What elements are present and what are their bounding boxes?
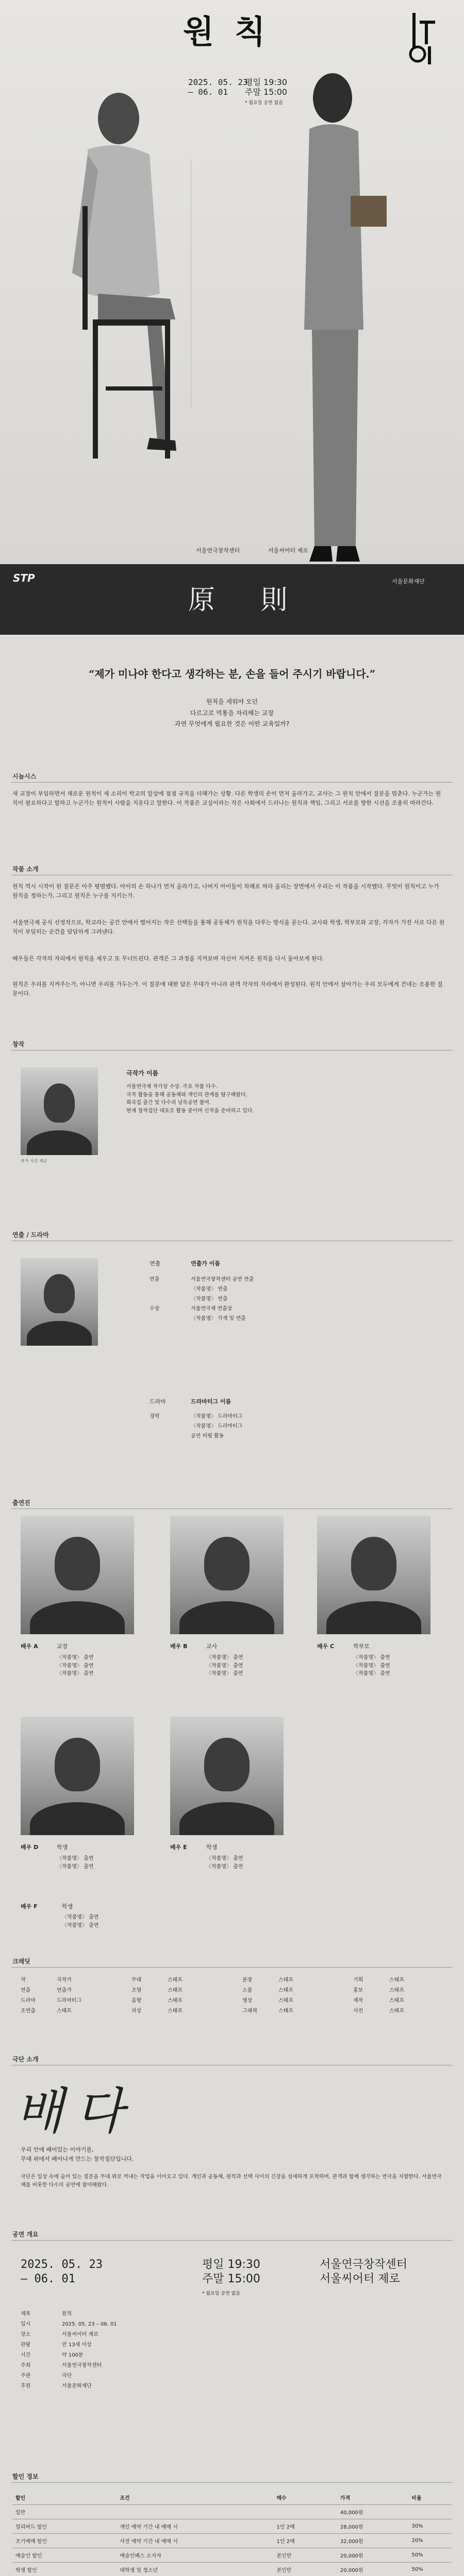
staff-name: 연출가: [57, 1988, 72, 1993]
staff-row: [21, 1975, 124, 1986]
intro-label: 작품 소개: [12, 866, 39, 873]
ticket-cell: 28,000원: [337, 2519, 408, 2534]
cast-lines: [206, 1855, 289, 1871]
info-value: 서울씨어터 제로: [62, 2332, 98, 2337]
cast-extra-name: 배우 F: [21, 1903, 38, 1910]
company-body: 극단은 일상 속에 숨어 있는 질문을 무대 위로 꺼내는 작업을 이어오고 있다. 개인과 공동체, 원칙과 선택 사이의 긴장을 섬세하게 포착하며, 관객과 함께 생각하는 연극을 지향한다. 서울연극제를 비롯한 다수의 공연에 참여해왔다.: [21, 2174, 442, 2188]
staff-role: 의상: [131, 2008, 142, 2014]
intro-p2: 서울연극제 공식 선정작으로, 학교라는 공간 안에서 벌어지는 작은 선택들을 통해 공동체가 원칙을 다루는 방식을 묻는다. 교사와 학생, 학부모와 교장, 각자가 가진 서로 다른 원칙이 부딪히는 순간을 담담하게 그려낸다.: [12, 919, 445, 935]
quote-sub: 원칙을 세워야 오던 다르고로 먹통을 자리해는 교장 과연 무엇에게 필요한 것은 어떤 교육일까?: [174, 698, 290, 728]
cast-line: 〈작품명〉 출연: [353, 1671, 390, 1676]
info-key: 주관: [21, 2373, 31, 2379]
info-row: [21, 2361, 117, 2371]
history-key: 경력: [150, 1414, 160, 1419]
cast-line: 〈작품명〉 출연: [57, 1863, 94, 1870]
staff-column: [131, 1975, 235, 2016]
staff-name: 드라마터그: [57, 1998, 82, 2004]
cast-line: 〈작품명〉 출연: [57, 1671, 94, 1676]
ticket-cell: 20,000원: [337, 2563, 408, 2576]
staff-row: [131, 1996, 235, 2006]
history-value: 〈작품명〉 각색 및 연출: [191, 1316, 246, 1321]
history-key: [150, 1431, 191, 1441]
staff-role: 기획: [353, 1977, 363, 1983]
history-row: [150, 1412, 443, 1421]
staff-row: [131, 1986, 235, 1996]
director-section: [0, 1227, 464, 1495]
info-key: 주최: [21, 2363, 31, 2368]
history-key: [150, 1421, 191, 1431]
cast-name: 배우 E: [170, 1844, 187, 1851]
ticket-cell: 학생 할인: [12, 2563, 117, 2576]
staff-name: 스태프: [389, 1988, 404, 1993]
staff-name: 스태프: [168, 1998, 183, 2004]
staff-role: 소품: [242, 1988, 253, 1993]
staff-role: 연출: [21, 1988, 31, 1993]
standing-figure-illustration: [273, 41, 402, 582]
staff-column: [353, 1975, 456, 2016]
info-row: [21, 2309, 117, 2319]
poster-venue: 서울씨어터 제로: [268, 547, 308, 554]
cast-role: 학생: [206, 1844, 218, 1851]
cast-photo: [21, 1516, 134, 1634]
cast-line: 〈작품명〉 출연: [353, 1663, 390, 1669]
quote-text: “제가 미나야 한다고 생각하는 분, 손을 들어 주시기 바랍니다.”: [88, 668, 376, 680]
ticket-cell: 1인 2매: [273, 2519, 337, 2534]
cast-line: 〈작품명〉 출연: [206, 1655, 243, 1660]
history-row: [150, 1314, 443, 1324]
poster-producer: 서울연극창작센터: [196, 547, 240, 554]
staff-row: [21, 1986, 124, 1996]
company-logo: 배다: [15, 2082, 136, 2140]
dramaturg-role: 드라마: [150, 1398, 166, 1405]
ticket-cell: 개인 예약 기간 내 예매 시: [117, 2519, 273, 2534]
poster-times: 평일 19:30 주말 15:00: [245, 77, 288, 97]
info-row: [21, 2371, 117, 2381]
ticket-row: [12, 2563, 452, 2576]
history-key: [150, 1294, 191, 1304]
cast-name: 배우 A: [21, 1643, 38, 1650]
cast-line: 〈작품명〉 출연: [57, 1655, 94, 1660]
history-key: 수상: [150, 1306, 160, 1312]
ticket-cell: [117, 2505, 273, 2519]
ticket-cell: 40,000원: [337, 2505, 408, 2519]
writer-bio: 서울연극제 작가상 수상. 주요 작품 다수. 극작 활동을 통해 공동체와 개인의 관계를 탐구해왔다. 희곡집 출간 및 다수의 낭독공연 참여. 현재 창작집단 대표로 활동 중이며 신작을 준비하고 있다.: [126, 1084, 254, 1114]
writer-photo: [21, 1067, 98, 1155]
staff-row: [21, 1996, 124, 2006]
staff-label: 크레딧: [12, 1958, 30, 1965]
staff-name: 스태프: [278, 1988, 293, 1993]
staff-row: [242, 2006, 345, 2016]
staff-name: 스태프: [168, 1977, 183, 1983]
ticket-cell: 사전 예약 기간 내 예매 시: [117, 2534, 273, 2548]
ticket-cell: 1인 2매: [273, 2534, 337, 2548]
staff-column: [242, 1975, 345, 2016]
intro-section: [0, 861, 464, 1037]
staff-column: [21, 1975, 124, 2016]
synopsis-section: [0, 769, 464, 861]
staff-name: 스태프: [168, 2008, 183, 2014]
staff-name: 스태프: [389, 1998, 404, 2004]
info-value: 2025. 05. 23 – 06. 01: [62, 2321, 117, 2327]
ticket-cell: 50%: [408, 2563, 452, 2576]
cast-label: 출연진: [12, 1499, 30, 1506]
ticket-header-cell: 매수: [273, 2490, 337, 2505]
staff-row: [353, 1986, 456, 1996]
company-intro: 우리 안에 배어있는 이야기를, 무대 위에서 배어나게 만드는 창작집단입니다.: [21, 2146, 134, 2162]
staff-section: [0, 1954, 464, 2052]
staff-name: 극작가: [57, 1977, 72, 1983]
ticket-cell: 얼리버드 할인: [12, 2519, 117, 2534]
info-row: [21, 2381, 117, 2392]
ticket-header-cell: 비율: [408, 2490, 452, 2505]
cast-section: [0, 1495, 464, 1954]
staff-row: [131, 2006, 235, 2016]
company-label: 극단 소개: [12, 2056, 39, 2063]
ticket-cell: 32,000원: [337, 2534, 408, 2548]
history-value: 〈작품명〉 연출: [191, 1296, 228, 1302]
info-key: 장소: [21, 2332, 31, 2337]
info-value: 극단: [62, 2373, 72, 2379]
info-row: [21, 2340, 117, 2350]
staff-role: 사진: [353, 2008, 363, 2014]
info-dates: 2025. 05. 23 – 06. 01: [21, 2258, 103, 2285]
info-label: 공연 개요: [12, 2231, 39, 2238]
history-row: [150, 1431, 443, 1441]
info-key: 후원: [21, 2383, 31, 2389]
cast-name: 배우 B: [170, 1643, 188, 1650]
ticket-row: [12, 2548, 452, 2563]
staff-name: 스태프: [389, 2008, 404, 2014]
info-row: [21, 2330, 117, 2340]
staff-name: 스태프: [278, 2008, 293, 2014]
cast-role: 학부모: [353, 1643, 370, 1650]
ticket-cell: 대학생 및 청소년: [117, 2563, 273, 2576]
staff-row: [242, 1996, 345, 2006]
quote-section: [0, 635, 464, 769]
writer-section: [0, 1037, 464, 1227]
ticket-cell: [408, 2505, 452, 2519]
ticket-cell: 20,000원: [337, 2548, 408, 2563]
history-row: [150, 1294, 443, 1304]
cast-role: 교사: [206, 1643, 218, 1650]
ticket-row: [12, 2534, 452, 2548]
cast-lines: [353, 1654, 436, 1678]
ticket-cell: 예술인 할인: [12, 2548, 117, 2563]
cast-line: 〈작품명〉 출연: [206, 1663, 243, 1669]
poster-title: 원칙: [183, 13, 286, 50]
ticket-cell: 20%: [408, 2534, 452, 2548]
poster-hanja-title: 原 則: [188, 585, 306, 616]
director-history: [150, 1275, 443, 1324]
staff-row: [353, 1975, 456, 1986]
writer-name: 극작가 이름: [126, 1070, 159, 1077]
cast-line: 〈작품명〉 출연: [206, 1863, 243, 1870]
director-role: 연출: [150, 1260, 161, 1267]
cast-lines: [206, 1654, 289, 1678]
staff-name: 스태프: [57, 2008, 72, 2014]
ticket-cell: 예술인패스 소지자: [117, 2548, 273, 2563]
staff-role: 드라마: [21, 1998, 36, 2004]
info-key: 관람: [21, 2342, 31, 2348]
synopsis-label: 시놉시스: [12, 773, 37, 780]
staff-name: 스태프: [278, 1998, 293, 2004]
ticket-header-cell: 조건: [117, 2490, 273, 2505]
info-row: [21, 2319, 117, 2330]
staff-role: 제작: [353, 1998, 363, 2004]
history-value: 〈작품명〉 연출: [191, 1286, 228, 1292]
cast-line: 〈작품명〉 출연: [57, 1663, 94, 1669]
info-value: 서울문화재단: [62, 2383, 92, 2389]
cast-photo: [170, 1717, 284, 1835]
stp-logo: STP: [13, 572, 35, 584]
ticket-cell: 30%: [408, 2519, 452, 2534]
ticket-header-row: [12, 2490, 452, 2505]
company-section: [0, 2052, 464, 2227]
cast-extra-role: 학생: [62, 1903, 73, 1910]
staff-role: 무대: [131, 1977, 142, 1983]
dramaturg-name: 드라마터그 이름: [191, 1398, 231, 1405]
staff-name: 스태프: [389, 1977, 404, 1983]
director-photo: [21, 1258, 98, 1346]
ticket-header-cell: 할인: [12, 2490, 117, 2505]
poster-dates: 2025. 05. 23 – 06. 01: [188, 77, 248, 97]
history-key: [150, 1284, 191, 1294]
history-key: [150, 1314, 191, 1324]
cast-lines: [57, 1654, 139, 1678]
cast-name: 배우 D: [21, 1844, 39, 1851]
staff-row: [21, 2006, 124, 2016]
history-value: 〈작품명〉 드라마터그: [191, 1423, 243, 1429]
seated-figure-illustration: [41, 77, 196, 572]
staff-row: [353, 2006, 456, 2016]
staff-role: 분장: [242, 1977, 253, 1983]
ticket-row: [12, 2505, 452, 2519]
cast-role: 학생: [57, 1844, 68, 1851]
cast-lines: [57, 1855, 139, 1871]
staff-role: 음향: [131, 1998, 142, 2004]
cast-role: 교장: [57, 1643, 68, 1650]
info-times: 평일 19:30 주말 15:00: [202, 2258, 260, 2285]
info-section: [0, 2227, 464, 2469]
cast-line: 〈작품명〉 출연: [62, 1914, 99, 1920]
info-value: 원칙: [62, 2311, 72, 2317]
dramaturg-history: [150, 1412, 443, 1441]
poster-section: [0, 0, 464, 635]
ticket-header-cell: 가격: [337, 2490, 408, 2505]
info-key: 일시: [21, 2321, 31, 2327]
staff-role: 조연출: [21, 2008, 36, 2014]
info-key: 시간: [21, 2352, 31, 2358]
staff-row: [353, 1996, 456, 2006]
ticket-cell: [273, 2505, 337, 2519]
cast-photo: [21, 1717, 134, 1835]
ticket-row: [12, 2519, 452, 2534]
history-row: [150, 1275, 443, 1284]
info-key: 제목: [21, 2311, 31, 2317]
info-value: 서울연극창작센터: [62, 2363, 102, 2368]
cast-extra-lines: [62, 1913, 98, 1929]
history-value: 공연 비평 활동: [191, 1433, 224, 1439]
cast-photo: [170, 1516, 284, 1634]
info-venue: 서울연극창작센터 서울씨어터 제로: [320, 2258, 408, 2285]
ticket-table: [12, 2490, 452, 2576]
ticket-cell: 50%: [408, 2548, 452, 2563]
cast-line: 〈작품명〉 출연: [62, 1922, 99, 1928]
info-rows: [21, 2309, 117, 2392]
ticket-cell: 본인만: [273, 2563, 337, 2576]
history-value: 서울연극창작센터 공연 연출: [191, 1277, 254, 1282]
tickets-label: 할인 정보: [12, 2473, 39, 2480]
staff-row: [242, 1975, 345, 1986]
director-label: 연출 / 드라마: [12, 1231, 49, 1239]
cast-line: 〈작품명〉 출연: [206, 1856, 243, 1861]
staff-row: [242, 1986, 345, 1996]
tickets-section: [0, 2469, 464, 2576]
ticket-cell: 일반: [12, 2505, 117, 2519]
intro-p4: 원칙은 우리를 지켜주는가, 아니면 우리를 가두는가. 이 질문에 대한 답은 무대가 아니라 관객 각자의 자리에서 완성된다. 원칙 안에서 살아가는 우리 모두에게 건네는 조용한 질문이다.: [12, 981, 443, 997]
staff-row: [131, 1975, 235, 1986]
writer-photo-caption: 작가 사진 제공: [21, 1159, 47, 1163]
history-row: [150, 1284, 443, 1294]
writer-label: 창작: [12, 1041, 25, 1048]
cast-line: 〈작품명〉 출연: [57, 1856, 94, 1861]
info-note: * 월요일 공연 없음: [202, 2291, 240, 2296]
history-value: 〈작품명〉 드라마터그: [191, 1414, 243, 1419]
staff-role: 조명: [131, 1988, 142, 1993]
poster-time-note: * 월요일 공연 없음: [245, 100, 283, 106]
history-key: 연출: [150, 1277, 160, 1282]
staff-role: 작: [21, 1977, 26, 1983]
intro-p1: 원칙 역시 시작이 된 질문은 아주 평범했다. 아이의 손 하나가 먼저 올라가고, 나머지 아이들이 차례로 따라 올리는 장면에서 우리는 이 작품을 시작했다. 무엇이 원칙이고 누가 원칙을 정하는가, 그리고 원칙은 누구를 지키는가.: [12, 883, 439, 899]
staff-role: 홍보: [353, 1988, 363, 1993]
poster-credits: [191, 160, 284, 407]
cast-line: 〈작품명〉 출연: [206, 1671, 243, 1676]
history-row: [150, 1421, 443, 1431]
cast-line: 〈작품명〉 출연: [353, 1655, 390, 1660]
staff-role: 영상: [242, 1998, 253, 2004]
director-name: 연출가 이름: [191, 1260, 220, 1267]
synopsis-text: 새 교장이 부임하면서 새로운 원칙이 세 소리이 학교의 일상에 점점 규칙을 더해가는 상황. 다른 학생의 손이 먼저 올라가고, 교사는 그 원칙 안에서 질문을 멈춘다. 누군가는 원칙이 필요하다고 말하고 누군가는 원칙이 사람을 지운다고 말한다. 이 작품은 교실이라는 작은 사회에서 드러나는 원칙과 책임, 그리고 서로를 향한 시선을 조용히 따라간다.: [12, 790, 441, 806]
staff-name: 스태프: [278, 1977, 293, 1983]
staff-name: 스태프: [168, 1988, 183, 1993]
info-value: 약 100분: [62, 2352, 84, 2358]
intro-p3: 배우들은 각자의 자리에서 원칙을 세우고 또 무너뜨린다. 관객은 그 과정을 지켜보며 자신이 지켜온 원칙을 다시 돌아보게 된다.: [12, 955, 324, 962]
info-row: [21, 2350, 117, 2361]
cast-name: 배우 C: [317, 1643, 335, 1650]
seoul-theater-festival-logo: [402, 10, 443, 67]
ticket-cell: 본인만: [273, 2548, 337, 2563]
staff-role: 그래픽: [242, 2008, 257, 2014]
seoul-foundation-logo: 서울문화재단: [392, 578, 425, 585]
info-value: 만 13세 이상: [62, 2342, 92, 2348]
history-row: [150, 1304, 443, 1314]
ticket-cell: 조기예매 할인: [12, 2534, 117, 2548]
cast-photo: [317, 1516, 430, 1634]
history-value: 서울연극제 연출상: [191, 1306, 233, 1312]
